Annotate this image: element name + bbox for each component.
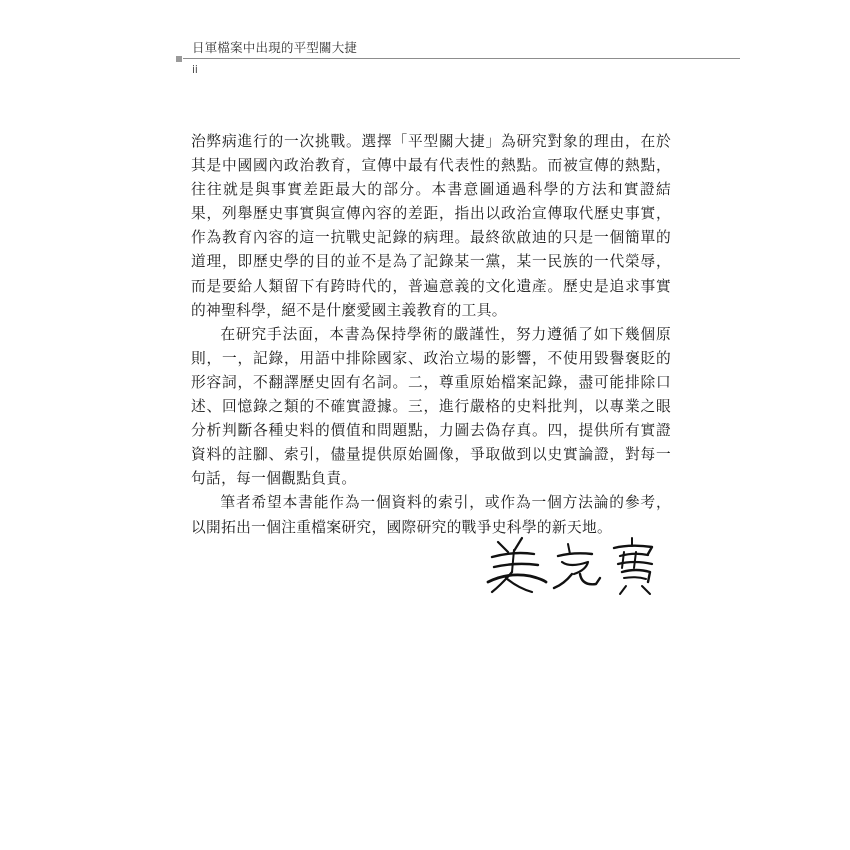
header-rule — [183, 58, 740, 59]
running-header-title: 日軍檔案中出現的平型關大捷 — [192, 40, 358, 55]
paragraph-continued: 治弊病進行的一次挑戰。選擇「平型關大捷」為研究對象的理由，在於其是中國國內政治教育，宣傳中最有代表性的熱點。而被宣傳的熱點，往往就是與事實差距最大的部分。本書意圖通過科學的方法和實證結果，列舉歷史事實與宣傳內容的差距，指出以政治宣傳取代歷史事實，作為教育內容的這一抗戰史記錄的病理。最終欲啟迪的只是一個簡單的道理，即歷史學的目的並不是為了記錄某一黨，某一民族的一代榮辱，而是要給人類留下有跨時代的，普遍意義的文化遺產。歷史是追求事實的神聖科學，絕不是什麼愛國主義教育的工具。 — [191, 133, 671, 319]
body-text — [191, 130, 671, 540]
handwritten-signature-image — [484, 532, 662, 598]
page-number: ii — [192, 64, 198, 76]
running-header — [176, 38, 740, 78]
paragraph-closing: 筆者希望本書能作為一個資料的索引，或作為一個方法論的參考，以開拓出一個注重檔案研究，國際研究的戰爭史科學的新天地。 — [191, 494, 671, 536]
header-square-marker — [176, 56, 182, 62]
author-signature — [484, 532, 662, 598]
paragraph-methodology: 在研究手法面，本書為保持學術的嚴謹性，努力遵循了如下幾個原則，一，記錄，用語中排除國家、政治立場的影響，不使用毀譽褒貶的形容詞，不翻譯歷史固有名詞。二，尊重原始檔案記錄，盡可能排除口述、回憶錄之類的不確實證據。三，進行嚴格的史料批判，以專業之眼分析判斷各種史料的價值和問題點，力圖去偽存真。四，提供所有實證資料的註腳、索引，儘量提供原始圖像，爭取做到以史實論證，對每一句話，每一個觀點負責。 — [191, 325, 671, 488]
